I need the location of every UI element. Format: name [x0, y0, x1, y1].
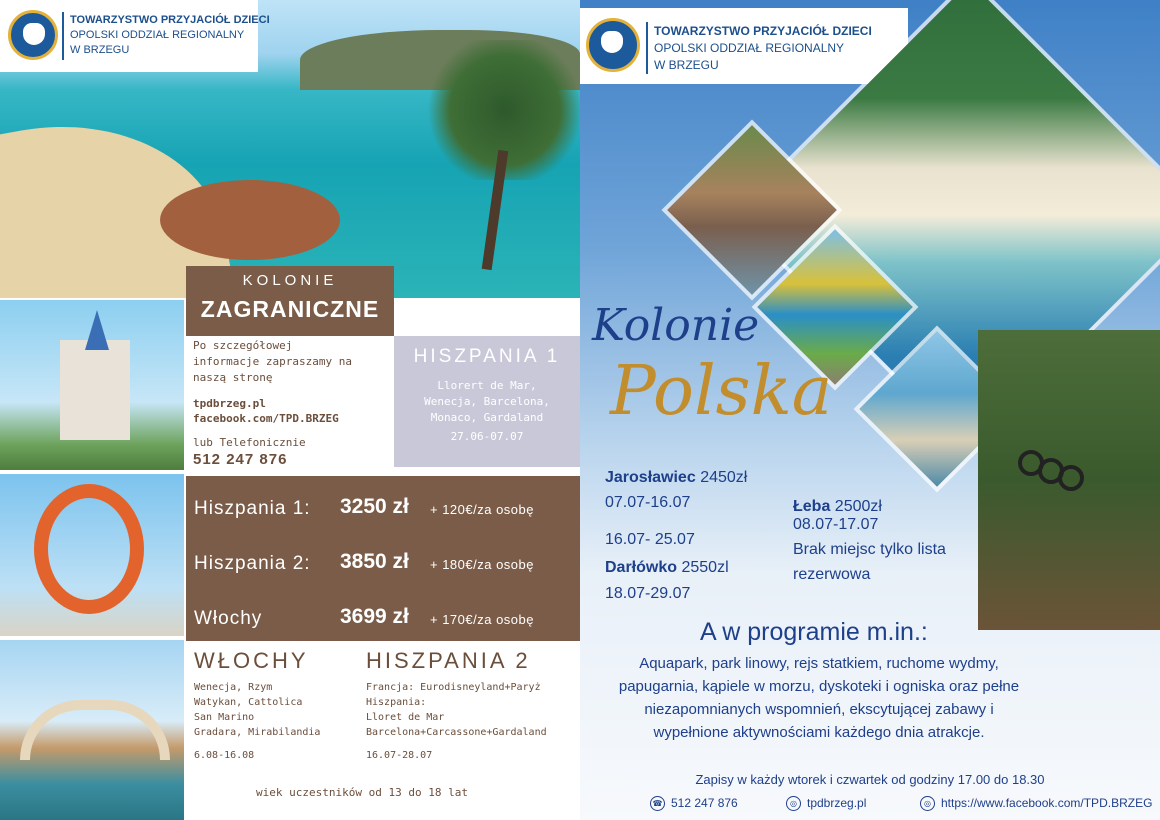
- tpd-logo-icon: [586, 18, 640, 72]
- org-branch: OPOLSKI ODDZIAŁ REGIONALNY: [654, 41, 845, 55]
- loop-coaster-photo: [0, 474, 184, 636]
- venice-photo: [0, 640, 184, 820]
- info-line: informacje zapraszamy na: [193, 355, 352, 368]
- wlochy-destinations: Wenecja, Rzym Watykan, Cattolica San Marino Gradara, Mirabilandia: [194, 682, 321, 738]
- contact-facebook[interactable]: ◎ https://www.facebook.com/TPD.BRZEG: [920, 796, 1152, 811]
- price-row: [194, 605, 574, 630]
- darlowko-heading: Darłówko 2550zl: [605, 559, 729, 576]
- title-sub: KOLONIE: [242, 272, 338, 289]
- price-row: [194, 495, 574, 520]
- price-amount: 3699 zł: [340, 605, 409, 628]
- contact-website[interactable]: ◎ tpdbrzeg.pl: [786, 796, 866, 811]
- age-note: wiek uczestników od 13 do 18 lat: [256, 786, 468, 799]
- org-city: W BRZEGU: [654, 58, 719, 72]
- title-main: ZAGRANICZNE: [200, 296, 380, 322]
- info-line: naszą stronę: [193, 371, 273, 384]
- price-box: [186, 476, 580, 641]
- price-name: Hiszpania 2:: [194, 553, 311, 574]
- hiszpania1-title: HISZPANIA 1: [413, 346, 561, 367]
- website-link[interactable]: tpdbrzeg.pl: [193, 397, 266, 410]
- contact-phone[interactable]: ☎ 512 247 876: [650, 796, 738, 811]
- leba-heading: Łeba 2500zł: [793, 498, 882, 515]
- org-branch: OPOLSKI ODDZIAŁ REGIONALNY: [70, 29, 245, 41]
- title-box: [186, 266, 394, 336]
- globe-icon: ◎: [920, 796, 935, 811]
- info-line: Po szczegółowej: [193, 339, 293, 352]
- org-logo-block: [0, 0, 270, 72]
- org-logo-block: [580, 8, 908, 84]
- price-extra: + 170€/za osobę: [430, 612, 534, 627]
- org-name: TOWARZYSTWO PRZYJACIÓŁ DZIECI: [70, 14, 270, 26]
- hiszpania1-dates: 27.06-07.07: [450, 430, 524, 443]
- leba-note: Brak miejsc tylko lista: [793, 541, 946, 558]
- org-name: TOWARZYSTWO PRZYJACIÓŁ DZIECI: [654, 24, 872, 38]
- org-city: W BRZEGU: [70, 44, 130, 56]
- price-name: Włochy: [194, 608, 263, 629]
- hiszpania2-dates: 16.07-28.07: [366, 750, 433, 761]
- info-block: [193, 338, 393, 468]
- facebook-link[interactable]: facebook.com/TPD.BRZEG: [193, 412, 339, 425]
- price-extra: + 120€/za osobę: [430, 502, 534, 517]
- kolonie-script: Kolonie: [592, 300, 760, 351]
- signup-info: Zapisy w każdy wtorek i czwartek od godziny 17.00 do 18.30: [695, 772, 1045, 787]
- jaroslawiec-date2: 16.07- 25.07: [605, 531, 695, 548]
- right-page: [580, 0, 1160, 820]
- rocks: [160, 180, 340, 260]
- program-heading: A w programie m.in.:: [700, 618, 928, 646]
- hiszpania1-destinations: Llorert de Mar, Wenecja, Barcelona, Monaco, Gardaland: [424, 379, 550, 424]
- phone-number: 512 247 876: [193, 451, 288, 468]
- castle-photo: [0, 300, 184, 470]
- price-amount: 3250 zł: [340, 495, 409, 518]
- jaroslawiec-heading: Jarosławiec 2450zł: [605, 469, 748, 486]
- wlochy-dates: 6.08-16.08: [194, 750, 255, 761]
- phone-label: lub Telefonicznie: [193, 436, 306, 449]
- ropes-park-photo: [978, 330, 1160, 630]
- phone-icon: ☎: [650, 796, 665, 811]
- price-row: [194, 550, 574, 575]
- leba-date: 08.07-17.07: [793, 516, 879, 533]
- hiszpania1-box: [394, 336, 580, 467]
- leba-note: rezerwowa: [793, 566, 871, 583]
- hiszpania2-title: HISZPANIA 2: [366, 648, 531, 673]
- price-name: Hiszpania 1:: [194, 498, 311, 519]
- jaroslawiec-date1: 07.07-16.07: [605, 494, 691, 511]
- price-amount: 3850 zł: [340, 550, 409, 573]
- tpd-logo-icon: [8, 10, 58, 60]
- wlochy-title: WŁOCHY: [194, 648, 309, 673]
- darlowko-date: 18.07-29.07: [605, 585, 691, 602]
- program-text: Aquapark, park linowy, rejs statkiem, ruchome wydmy, papugarnia, kąpiele w morzu, dyskoteki i ogniska oraz pełne niezapomnianych wspomnień, ekscytującej zabawy i wypełnione aktywnościami każdego dnia atrakcje.: [618, 655, 1020, 741]
- polska-script: Polska: [610, 352, 833, 431]
- hiszpania2-destinations: Francja: Eurodisneyland+Paryż Hiszpania: Lloret de Mar Barcelona+Carcassone+Gardaland: [366, 682, 547, 738]
- globe-icon: ◎: [786, 796, 801, 811]
- price-extra: + 180€/za osobę: [430, 557, 534, 572]
